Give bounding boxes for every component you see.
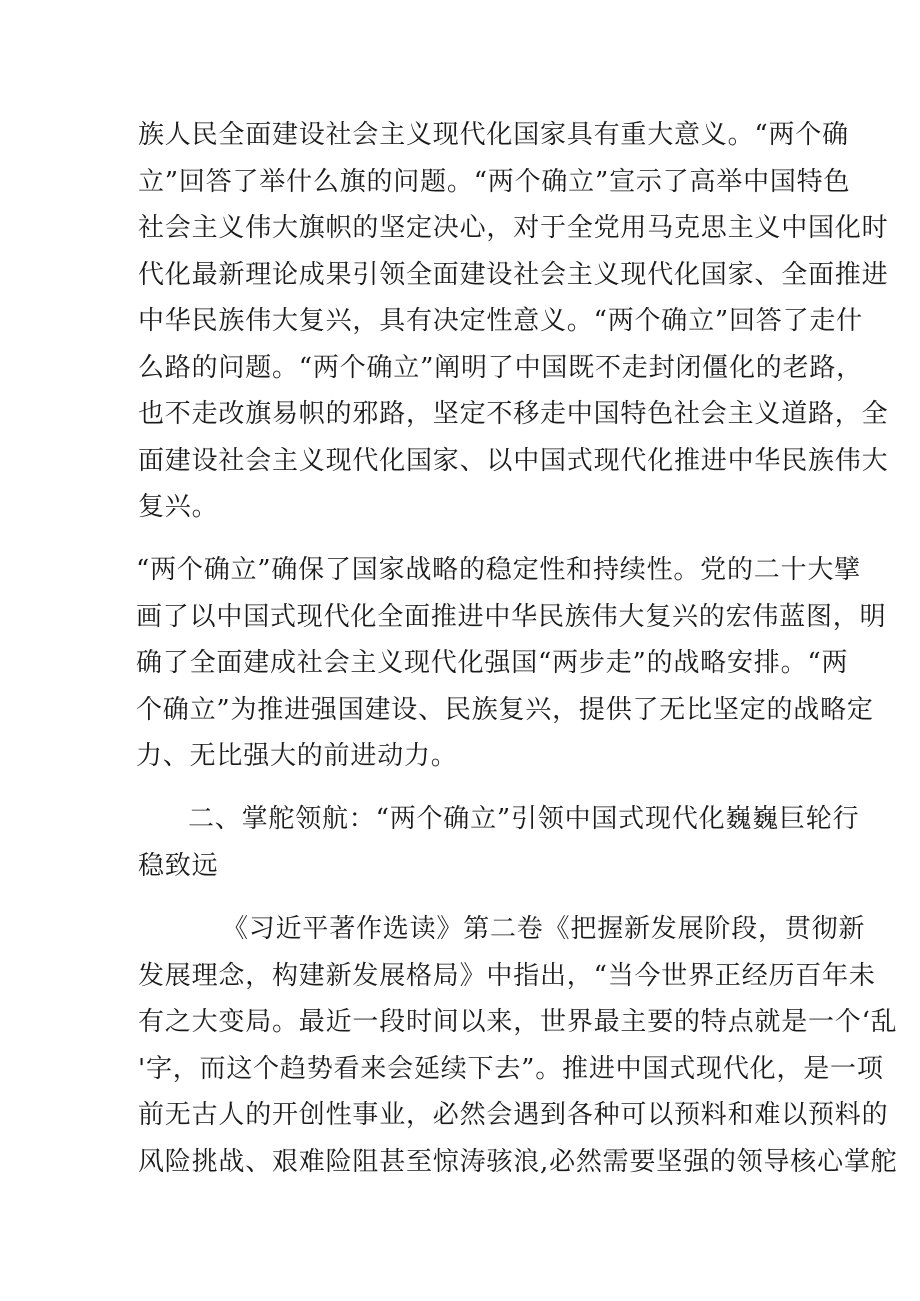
heading-line: 二、掌舵领航：“两个确立”引领中国式现代化巍巍巨轮行 [188, 804, 860, 834]
text-line: 社会主义伟大旗帜的坚定决心，对于全党用马克思主义中国化时 [138, 213, 889, 243]
text-line: 风险挑战、艰难险阻甚至惊涛骇浪,必然需要坚强的领导核心掌舵 [138, 1147, 898, 1177]
text-line: 立”回答了举什么旗的问题。“两个确立”宣示了高举中国特色 [138, 167, 851, 197]
text-line: 面建设社会主义现代化国家、以中国式现代化推进中华民族伟大 [138, 446, 889, 476]
text-line: 个确立”为推进强国建设、民族复兴，提供了无比坚定的战略定 [136, 695, 874, 725]
text-line: 么路的问题。“两个确立”阐明了中国既不走封闭僵化的老路， [138, 353, 863, 383]
text-line: 也不走改旗易帜的邪路，坚定不移走中国特色社会主义道路，全 [138, 399, 889, 429]
text-line: 前无古人的开创性事业，必然会遇到各种可以预料和难以预料的 [138, 1100, 889, 1130]
text-line: 《习近平著作选读》第二卷《把握新发展阶段，贯彻新 [222, 914, 866, 944]
text-line: 中华民族伟大复兴，具有决定性意义。“两个确立”回答了走什 [138, 306, 863, 336]
heading-line: 稳致远 [138, 851, 219, 881]
text-line: 确了全面建成社会主义现代化强国“两步走”的战略安排。“两 [136, 648, 849, 678]
text-line: 画了以中国式现代化全面推进中华民族伟大复兴的宏伟蓝图，明 [136, 602, 887, 632]
text-line: “两个确立”确保了国家战略的稳定性和持续性。党的二十大擘 [136, 555, 861, 585]
text-line: 族人民全面建设社会主义现代化国家具有重大意义。“两个确 [138, 120, 849, 150]
text-line: 复兴。 [138, 492, 219, 522]
text-line: 有之大变局。最近一段时间以来，世界最主要的特点就是一个‘乱 [138, 1007, 898, 1037]
text-line: 力、无比强大的前进动力。 [136, 741, 458, 771]
text-line: 发展理念，构建新发展格局》中指出，“当今世界正经历百年未 [138, 961, 876, 991]
text-line: '字，而这个趋势看来会延续下去”。推进中国式现代化，是一项 [138, 1054, 884, 1084]
text-line: 代化最新理论成果引领全面建设社会主义现代化国家、全面推进 [138, 260, 889, 290]
